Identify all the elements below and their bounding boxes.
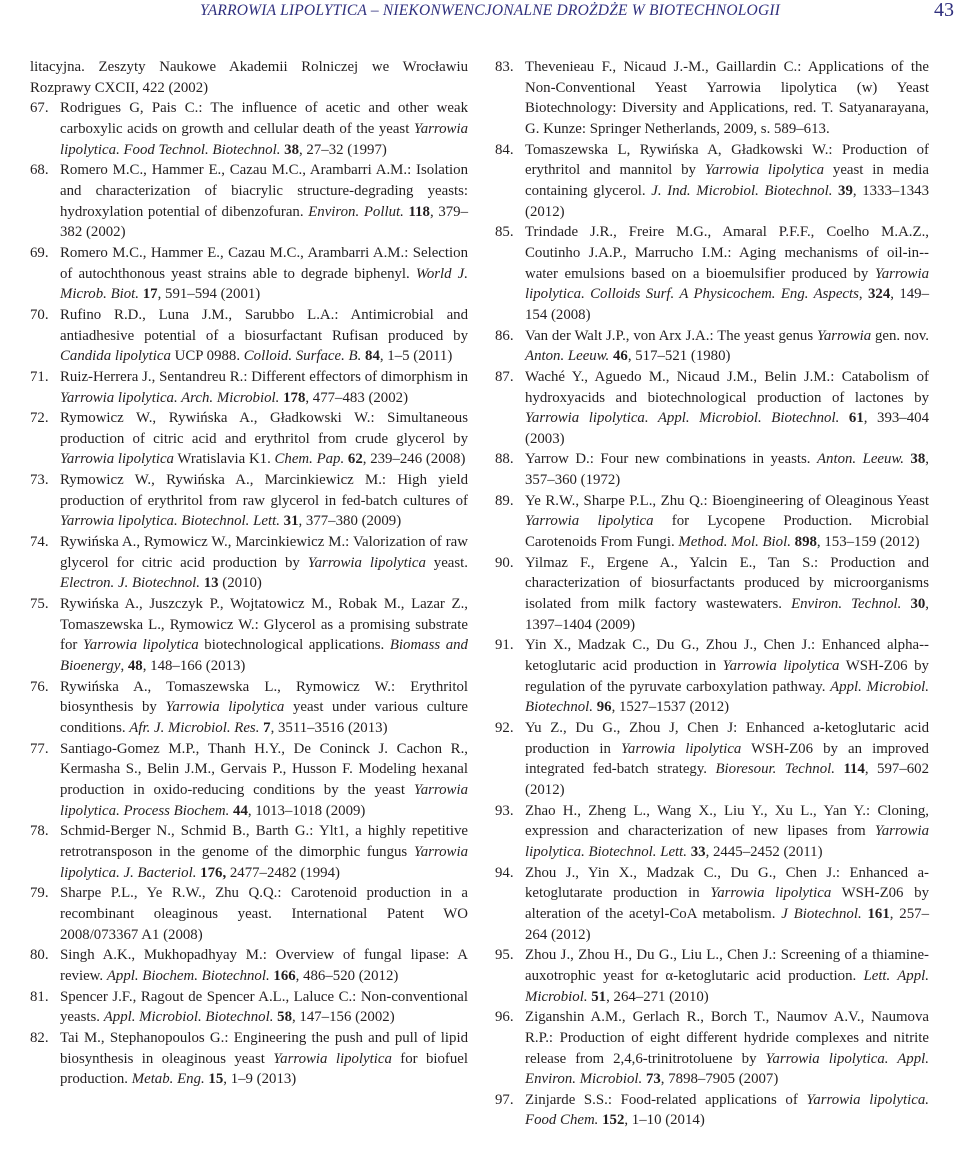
reference-text: Tomaszewska L, Rywińska A, Gładkowski W.: Production of erythritol and mannitol by Yarrowia lipolytica yeast in media containing glycerol. J. Ind. Microbiol. Biotechnol. 39, 1333–1343 (2012)	[525, 141, 929, 220]
reference-entry	[30, 243, 468, 305]
reference-number: 92.	[495, 720, 514, 736]
reference-entry	[495, 945, 929, 1007]
reference-entry	[495, 718, 929, 801]
reference-entry	[30, 594, 468, 677]
left-reference-list	[30, 98, 468, 1090]
reference-number: 79.	[30, 885, 49, 902]
reference-entry	[495, 57, 929, 140]
reference-text: Waché Y., Aguedo M., Nicaud J.M., Belin J.M.: Catabolism of hydroxyacids and biotechnological production of lactones by Yarrowia lipolytica. Appl. Microbiol. Biotechnol. 61, 393–404 (2003)	[525, 368, 929, 447]
reference-entry	[495, 1007, 929, 1090]
reference-number: 87.	[495, 368, 514, 385]
right-reference-list	[495, 57, 929, 1131]
reference-number: 94.	[495, 864, 514, 881]
reference-number: 84.	[495, 141, 514, 158]
reference-entry	[495, 449, 929, 490]
reference-number: 72.	[30, 410, 49, 427]
reference-number: 73.	[30, 472, 49, 489]
reference-text: Zhou J., Zhou H., Du G., Liu L., Chen J.: Screening of a thiamine-auxotrophic yeast for α-ketoglutaric acid production. Lett. Appl. Microbiol. 51, 264–271 (2010)	[525, 947, 929, 1005]
reference-number: 95.	[495, 947, 514, 964]
reference-number: 69.	[30, 244, 49, 261]
reference-text: Yu Z., Du G., Zhou J, Chen J: Enhanced a-ketoglutaric acid production in Yarrowia lipolytica WSH-Z06 by an improved integrated fed-batch strategy. Bioresour. Technol. 114, 597–602 (2012)	[525, 720, 929, 798]
reference-text: Rymowicz W., Rywińska A., Gładkowski W.: Simultaneous production of citric acid and erythritol from crude glycerol by Yarrowia lipolytica Wratislavia K1. Chem. Pap. 62, 239–246 (2008)	[60, 410, 468, 468]
reference-text: Van der Walt J.P., von Arx J.A.: The yeast genus Yarrowia gen. nov. Anton. Leeuw. 46, 517–521 (1980)	[525, 327, 929, 365]
reference-text: Rywińska A., Rymowicz W., Marcinkiewicz M.: Valorization of raw glycerol for citric acid production by Yarrowia lipolytica yeast. Electron. J. Biotechnol. 13 (2010)	[60, 534, 469, 592]
reference-number: 85.	[495, 224, 514, 241]
reference-text: Zhou J., Yin X., Madzak C., Du G., Chen J.: Enhanced a-ketoglutarate production in Yarrowia lipolytica WSH-Z06 by alteration of the acetyl-CoA metabolism. J Biotechnol. 161, 257–264 (2012)	[525, 864, 929, 943]
reference-number: 81.	[30, 988, 49, 1005]
reference-text: Sharpe P.L., Ye R.W., Zhu Q.Q.: Carotenoid production in a recombinant oleaginous yeast. International Patent WO 2008/073367 A1 (2008)	[60, 885, 468, 943]
reference-number: 70.	[30, 306, 49, 323]
reference-entry	[30, 945, 468, 986]
reference-text: Thevenieau F., Nicaud J.-M., Gaillardin C.: Applications of the Non-Conventional Yeast Yarrowia lipolytica (w) Yeast Biotechnology: Diversity and Applications, red. T. Satyanarayana, G. Kunze: Springer Netherlands, 2009, s. 589–613.	[525, 59, 929, 137]
reference-text: Trindade J.R., Freire M.G., Amaral P.F.F., Coelho M.A.Z., Coutinho J.A.P., Marrucho I.M.: Aging mechanisms of oil-in--water emulsions based on a bioemulsifier produced by Yarrowia lipolytica. Colloids Surf. A Physicochem. Eng. Aspects, 324, 149–154 (2008)	[525, 224, 930, 323]
reference-text: Romero M.C., Hammer E., Cazau M.C., Arambarri A.M.: Isolation and characterization of biacrylic structure-degrading yeasts: hydroxylation potential of dibenzofuran. Environ. Pollut. 118, 379–382 (2002)	[60, 162, 469, 241]
reference-text: Yin X., Madzak C., Du G., Zhou J., Chen J.: Enhanced alpha--ketoglutaric acid production in Yarrowia lipolytica WSH-Z06 by regulation of the pyruvate carboxylation pathway. Appl. Microbiol. Biotechnol. 96, 1527–1537 (2012)	[525, 637, 929, 716]
reference-number: 90.	[495, 554, 514, 571]
reference-number: 82.	[30, 1029, 49, 1046]
reference-text: Romero M.C., Hammer E., Cazau M.C., Arambarri A.M.: Selection of autochthonous yeast strains able to degrade biphenyl. World J. Microb. Biot. 17, 591–594 (2001)	[60, 244, 468, 303]
reference-number: 74.	[30, 534, 49, 551]
reference-text: Rufino R.D., Luna J.M., Sarubbo L.A.: Antimicrobial and antiadhesive potential of a biosurfactant Rufisan produced by Candida lipolytica UCP 0988. Colloid. Surface. B. 84, 1–5 (2011)	[60, 306, 468, 365]
reference-text: Tai M., Stephanopoulos G.: Engineering the push and pull of lipid biosynthesis in oleaginous yeast Yarrowia lipolytica for biofuel production. Metab. Eng. 15, 1–9 (2013)	[60, 1029, 468, 1088]
reference-entry	[30, 883, 468, 945]
reference-entry	[30, 821, 468, 883]
reference-entry	[30, 367, 468, 408]
reference-text: Santiago-Gomez M.P., Thanh H.Y., De Coninck J. Cachon R., Kermasha S., Belin J.M., Gervais P., Husson F. Modeling hexanal production in oxido-reducing conditions by the yeast Yarrowia lipolytica. Process Biochem. 44, 1013–1018 (2009)	[60, 740, 468, 819]
reference-entry	[30, 987, 468, 1028]
reference-number: 83.	[495, 59, 514, 75]
reference-number: 75.	[30, 596, 49, 613]
running-header	[0, 0, 960, 40]
reference-number: 91.	[495, 637, 514, 654]
reference-entry	[495, 326, 929, 367]
page-number: 43	[934, 0, 954, 21]
reference-number: 89.	[495, 492, 514, 509]
reference-entry	[495, 1090, 929, 1131]
reference-text: Zinjarde S.S.: Food-related applications of Yarrowia lipolytica. Food Chem. 152, 1–10 (2014)	[525, 1091, 929, 1129]
reference-continuation: litacyjna. Zeszyty Naukowe Akademii Rolniczej we Wrocławiu Rozprawy CXCII, 422 (2002)	[30, 59, 468, 96]
reference-text: Rywińska A., Juszczyk P., Wojtatowicz M., Robak M., Lazar Z., Tomaszewska L., Rymowicz W.: Glycerol as a promising substrate for Yarrowia lipolytica biotechnological applications. Biomass and Bioenergy, 48, 148–166 (2013)	[60, 596, 468, 675]
reference-number: 71.	[30, 368, 49, 385]
reference-entry	[495, 491, 929, 553]
reference-text: Schmid-Berger N., Schmid B., Barth G.: Ylt1, a highly repetitive retrotransposon in the genome of the dimorphic fungus Yarrowia lipolytica. J. Bacteriol. 176, 2477–2482 (1994)	[60, 823, 468, 881]
reference-number: 68.	[30, 162, 49, 179]
reference-number: 88.	[495, 451, 514, 468]
reference-text: Rywińska A., Tomaszewska L., Rymowicz W.: Erythritol biosynthesis by Yarrowia lipolytica yeast under various culture conditions. Afr. J. Microbiol. Res. 7, 3511–3516 (2013)	[60, 678, 468, 736]
reference-entry	[30, 1028, 468, 1090]
reference-entry	[495, 801, 929, 863]
reference-entry	[30, 305, 468, 367]
reference-entry	[495, 140, 929, 223]
reference-text: Zhao H., Zheng L., Wang X., Liu Y., Xu L., Yan Y.: Cloning, expression and characterization of new lipases from Yarrowia lipolytica. Biotechnol. Lett. 33, 2445–2452 (2011)	[525, 802, 929, 860]
reference-number: 96.	[495, 1009, 514, 1026]
reference-text: Yilmaz F., Ergene A., Yalcin E., Tan S.: Production and characterization of biosurfactants produced by microorganisms isolated from milk factory wastewaters. Environ. Technol. 30, 1397–1404 (2009)	[525, 554, 929, 633]
reference-entry	[30, 470, 468, 532]
reference-text: Ziganshin A.M., Gerlach R., Borch T., Naumov A.V., Naumova R.P.: Production of eight different hydride complexes and nitrite release from 2,4,6-trinitrotoluene by Yarrowia lipolytica. Appl. Environ. Microbiol. 73, 7898–7905 (2007)	[525, 1009, 929, 1088]
reference-number: 76.	[30, 678, 49, 695]
reference-entry	[495, 222, 929, 325]
reference-text: Spencer J.F., Ragout de Spencer A.L., Laluce C.: Non-conventional yeasts. Appl. Microbiol. Biotechnol. 58, 147–156 (2002)	[60, 988, 468, 1026]
reference-text: Rodrigues G, Pais C.: The influence of acetic and other weak carboxylic acids on growth and cellular death of the yeast Yarrowia lipolytica. Food Technol. Biotechnol. 38, 27–32 (1997)	[60, 100, 468, 158]
reference-number: 97.	[495, 1091, 514, 1108]
reference-text: Ruiz-Herrera J., Sentandreu R.: Different effectors of dimorphism in Yarrowia lipolytica. Arch. Microbiol. 178, 477–483 (2002)	[60, 368, 468, 406]
reference-entry	[30, 532, 468, 594]
reference-entry	[30, 98, 468, 160]
reference-entry	[30, 160, 468, 243]
running-head-title: YARROWIA LIPOLYTICA – NIEKONWENCJONALNE DROŻDŻE W BIOTECHNOLOGII	[200, 2, 781, 19]
reference-number: 77.	[30, 740, 49, 757]
reference-entry	[495, 553, 929, 636]
left-column	[30, 57, 468, 1090]
reference-number: 80.	[30, 947, 49, 964]
reference-entry	[30, 408, 468, 470]
reference-number: 67.	[30, 100, 49, 117]
reference-number: 86.	[495, 327, 514, 344]
reference-text: Yarrow D.: Four new combinations in yeasts. Anton. Leeuw. 38, 357–360 (1972)	[525, 451, 929, 489]
reference-number: 78.	[30, 823, 49, 840]
reference-text: Ye R.W., Sharpe P.L., Zhu Q.: Bioengineering of Oleaginous Yeast Yarrowia lipolytica for Lycopene Production. Microbial Carotenoids From Fungi. Method. Mol. Biol. 898, 153–159 (2012)	[525, 492, 929, 551]
reference-text: Rymowicz W., Rywińska A., Marcinkiewicz M.: High yield production of erythritol from raw glycerol in fed-batch cultures of Yarrowia lipolytica. Biotechnol. Lett. 31, 377–380 (2009)	[60, 472, 468, 530]
reference-entry	[495, 367, 929, 450]
right-column	[495, 57, 929, 1131]
reference-entry	[495, 635, 929, 718]
reference-text: Singh A.K., Mukhopadhyay M.: Overview of fungal lipase: A review. Appl. Biochem. Biotechnol. 166, 486–520 (2012)	[60, 947, 468, 984]
reference-entry	[30, 739, 468, 822]
reference-entry	[495, 863, 929, 946]
reference-entry	[30, 677, 468, 739]
reference-number: 93.	[495, 802, 514, 819]
